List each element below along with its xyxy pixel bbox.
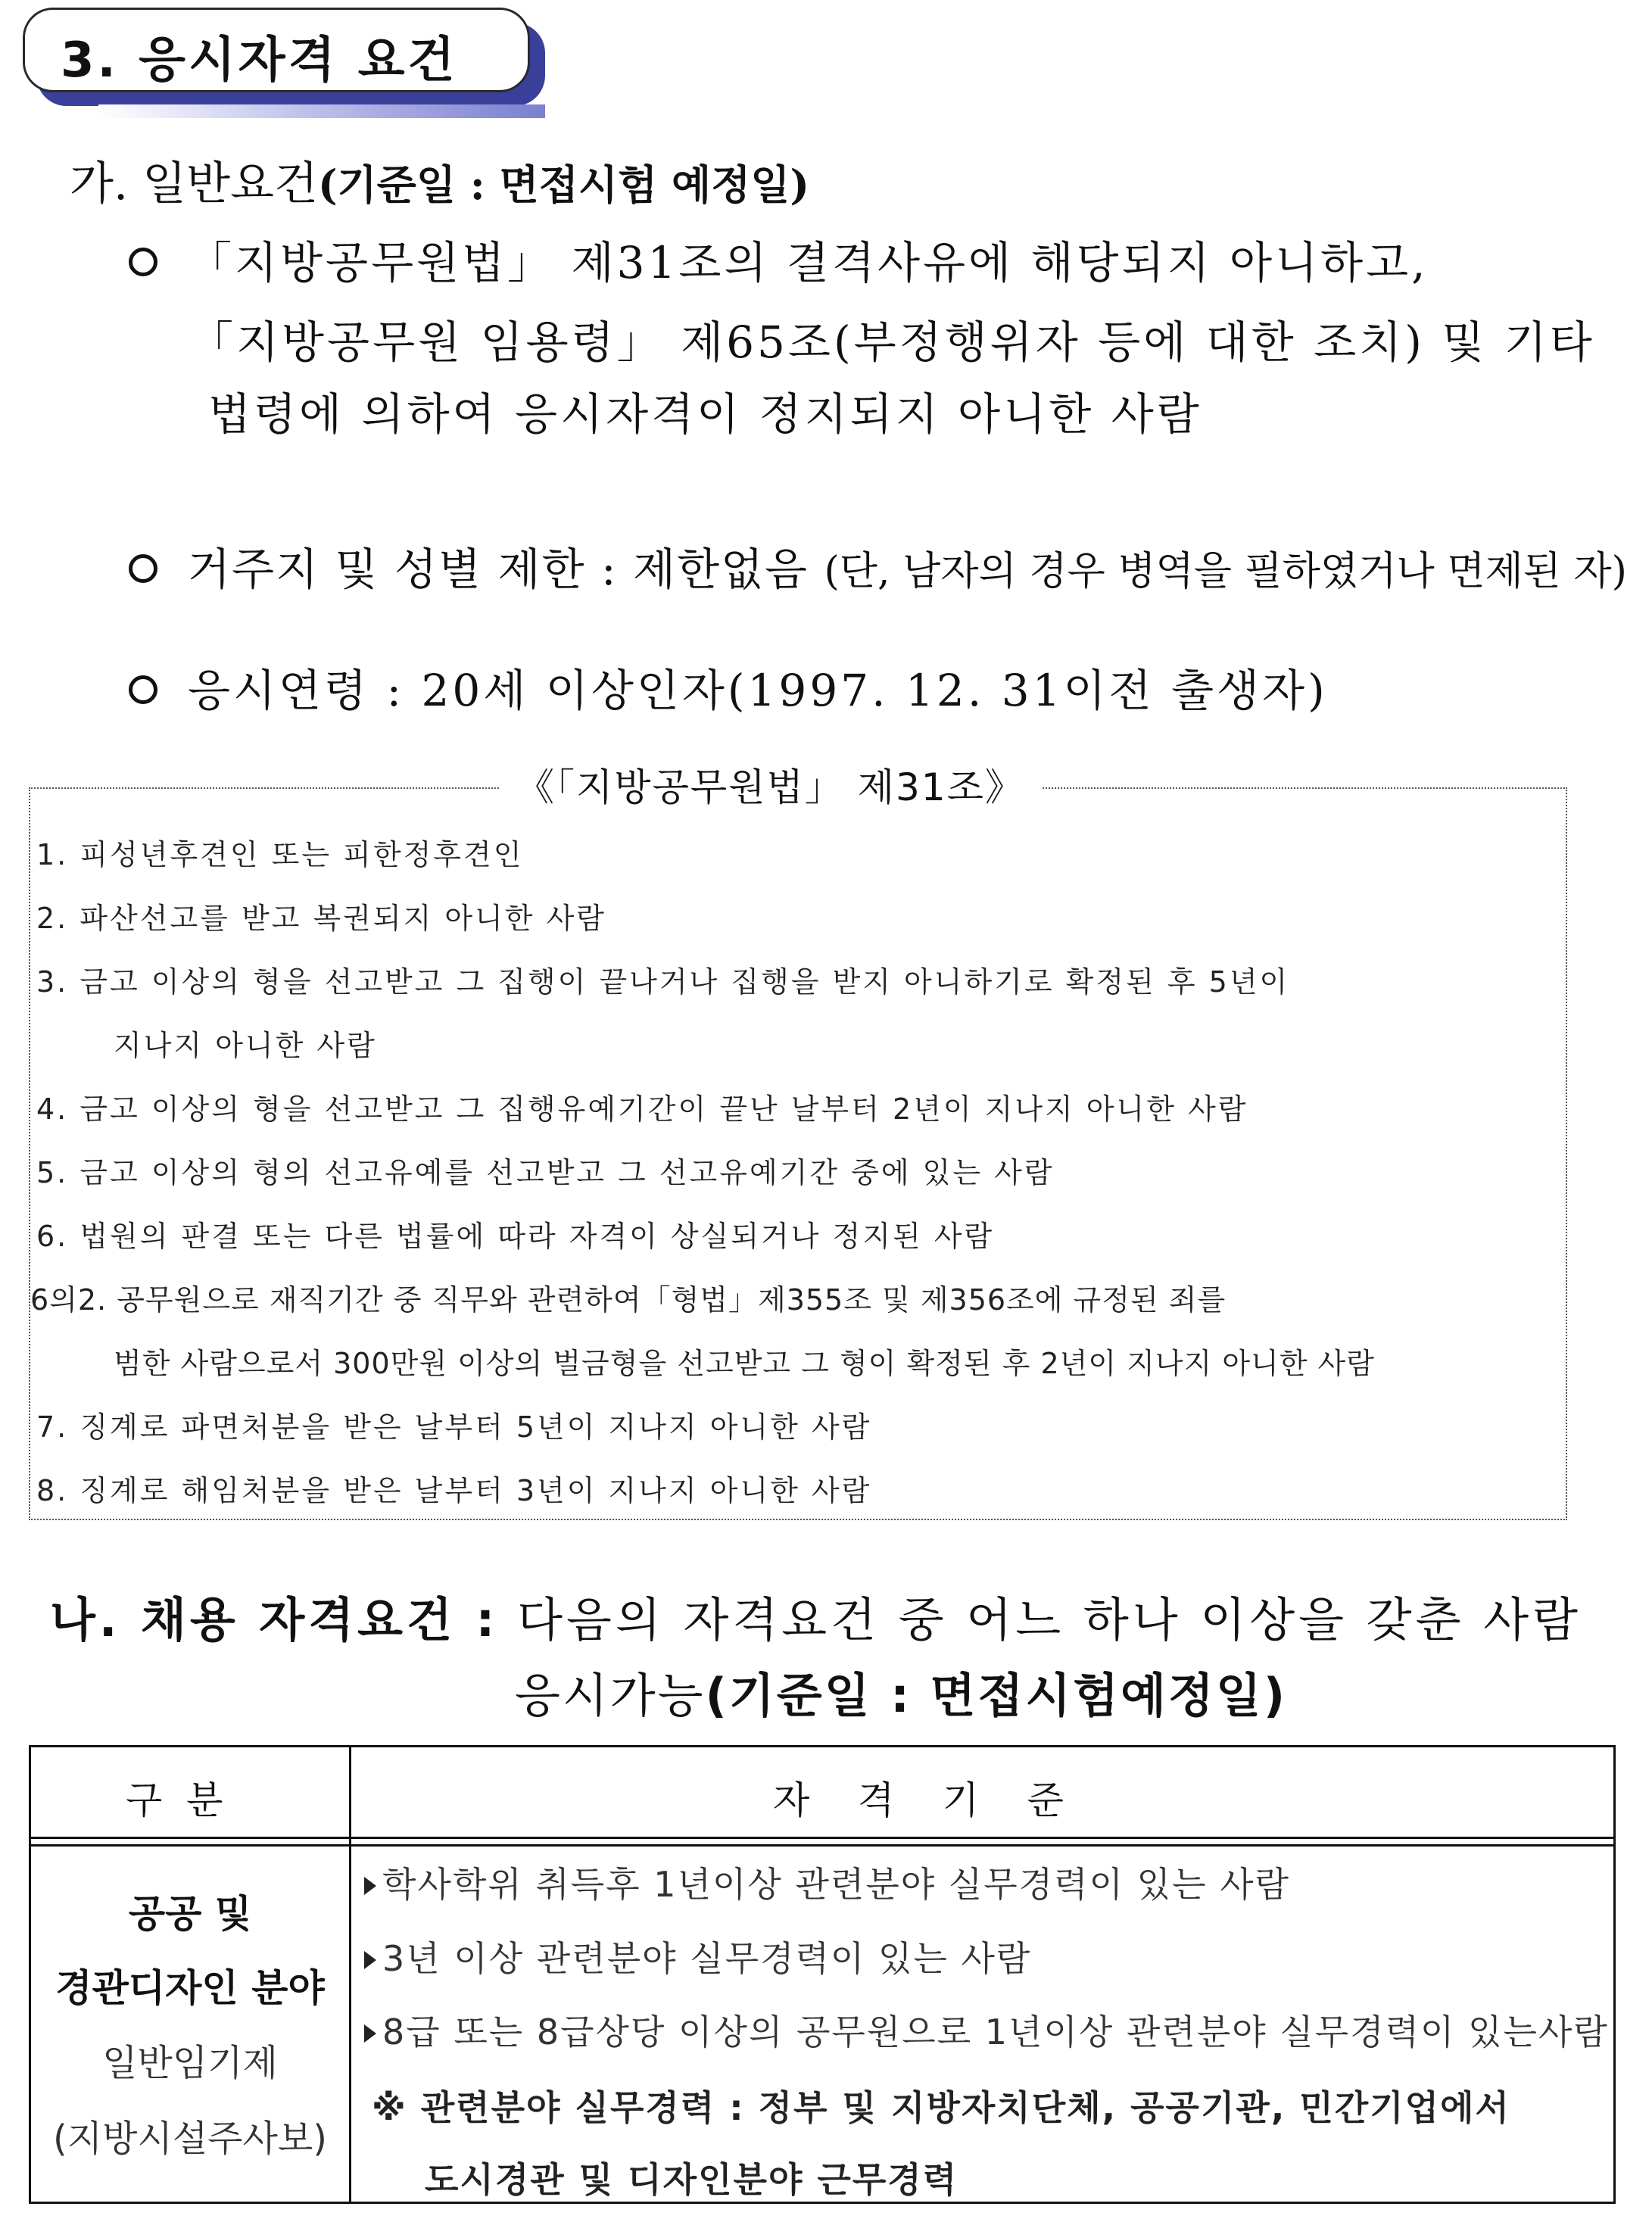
triangle-bullet-icon — [364, 1951, 376, 1969]
circle-bullet-icon — [129, 248, 157, 276]
law-item-6: 6. 법원의 판결 또는 다른 법률에 따라 자격이 상실되거나 정지된 사람 — [36, 1220, 995, 1253]
law-item-7: 7. 징계로 파면처분을 받은 날부터 5년이 지나지 아니한 사람 — [36, 1410, 872, 1444]
law-item-3: 3. 금고 이상의 형을 선고받고 그 집행이 끝나거나 집행을 받지 아니하기로 확정된 후 5년이 — [36, 965, 1290, 999]
general-heading-main: 가. 일반요건 — [70, 157, 318, 210]
law-item-6-2: 6의2. 공무원으로 재직기간 중 직무와 관련하여「형법」제355조 및 제356조에 규정된 죄를 — [30, 1283, 1227, 1317]
bullet-1-line-3: 법령에 의하여 응시자격이 정지되지 아니한 사람 — [208, 388, 1202, 440]
hiring-heading-rest: 다음의 자격요건 중 어느 하나 이상을 갖춘 사람 — [517, 1592, 1582, 1647]
criteria-item-3 — [364, 2005, 1609, 2055]
note-text-1: 관련분야 실무경력 : 정부 및 지방자치단체, 공공기관, 민간기업에서 — [420, 2087, 1510, 2128]
bullet-3-text: 응시연령 : 20세 이상인자(1997. 12. 31이전 출생자) — [188, 665, 1328, 716]
hiring-line-2-bold: (기준일 : 면접시험예정일) — [705, 1668, 1288, 1723]
badge-underline — [98, 104, 545, 118]
header-criteria: 자 격 기 준 — [773, 1778, 1064, 1822]
note-line-1 — [372, 2080, 1510, 2130]
hiring-heading-line-1 — [50, 1582, 1582, 1650]
circle-bullet-icon — [129, 675, 157, 704]
hiring-heading-line-2 — [515, 1658, 1287, 1725]
criteria-item-2 — [364, 1931, 1031, 1981]
law-item-1: 1. 피성년후견인 또는 피한정후견인 — [36, 838, 524, 871]
table-column-divider — [349, 1747, 351, 2202]
bullet-2 — [129, 534, 1627, 597]
triangle-bullet-icon — [364, 1877, 376, 1895]
criteria-text-2: 3년 이상 관련분야 실무경력이 있는 사람 — [382, 1938, 1032, 1979]
law-item-4: 4. 금고 이상의 형을 선고받고 그 집행유예기간이 끝난 날부터 2년이 지나지 아니한 사람 — [36, 1092, 1248, 1126]
bullet-3 — [129, 655, 1328, 718]
law-item-6-2-cont: 범한 사람으로서 300만원 이상의 벌금형을 선고받고 그 형이 확정된 후 2년이 지나지 아니한 사람 — [114, 1347, 1375, 1380]
bullet-2-paren: (단, 남자의 경우 병역을 필하였거나 면제된 자) — [824, 549, 1627, 594]
law-box-title: 《「지방공무원법」 제31조》 — [500, 757, 1041, 812]
bullet-1-line-2: 「지방공무원 임용령」 제65조(부정행위자 등에 대한 조치) 및 기타 — [189, 316, 1595, 368]
criteria-text-3: 8급 또는 8급상당 이상의 공무원으로 1년이상 관련분야 실무경력이 있는사람 — [382, 2012, 1609, 2052]
table-header-divider-double — [31, 1844, 1613, 1847]
reference-mark-icon: ※ — [372, 2087, 407, 2128]
hiring-line-2-plain: 응시가능 — [515, 1668, 706, 1723]
header-category: 구 분 — [126, 1778, 223, 1822]
section-title-badge — [23, 8, 545, 97]
law-item-8: 8. 징계로 해임처분을 받은 날부터 3년이 지나지 아니한 사람 — [36, 1474, 872, 1507]
category-line-2: 경관디자인 분야 — [55, 1966, 325, 2010]
category-line-4: (지방시설주사보) — [52, 2118, 328, 2160]
criteria-text-1: 학사학위 취득후 1년이상 관련분야 실무경력이 있는 사람 — [382, 1864, 1291, 1905]
bullet-1-line-1 — [129, 227, 1429, 291]
criteria-item-1 — [364, 1857, 1290, 1907]
note-line-2: 도시경관 및 디자인분야 근무경력 — [425, 2159, 958, 2200]
bullet-1-text-1: 「지방공무원법」 제31조의 결격사유에 해당되지 아니하고, — [188, 237, 1429, 288]
law-item-2: 2. 파산선고를 받고 복권되지 아니한 사람 — [36, 902, 606, 935]
hiring-heading: 나. 채용 자격요건 : — [50, 1592, 499, 1647]
table-header-divider — [31, 1837, 1613, 1839]
general-heading — [70, 148, 809, 213]
general-heading-paren: (기준일 : 면접시험 예정일) — [317, 161, 810, 209]
law-item-3-cont: 지나지 아니한 사람 — [114, 1029, 377, 1062]
category-line-3: 일반임기제 — [102, 2042, 278, 2084]
triangle-bullet-icon — [364, 2024, 376, 2043]
section-title: 3. 응시자격 요건 — [61, 33, 458, 89]
category-line-1: 공공 및 — [128, 1892, 252, 1936]
law-item-5: 5. 금고 이상의 형의 선고유예를 선고받고 그 선고유예기간 중에 있는 사람 — [36, 1156, 1055, 1189]
qualification-table — [29, 1745, 1616, 2204]
circle-bullet-icon — [129, 554, 157, 583]
bullet-2-main: 거주지 및 성별 제한 : 제한없음 — [188, 544, 809, 595]
